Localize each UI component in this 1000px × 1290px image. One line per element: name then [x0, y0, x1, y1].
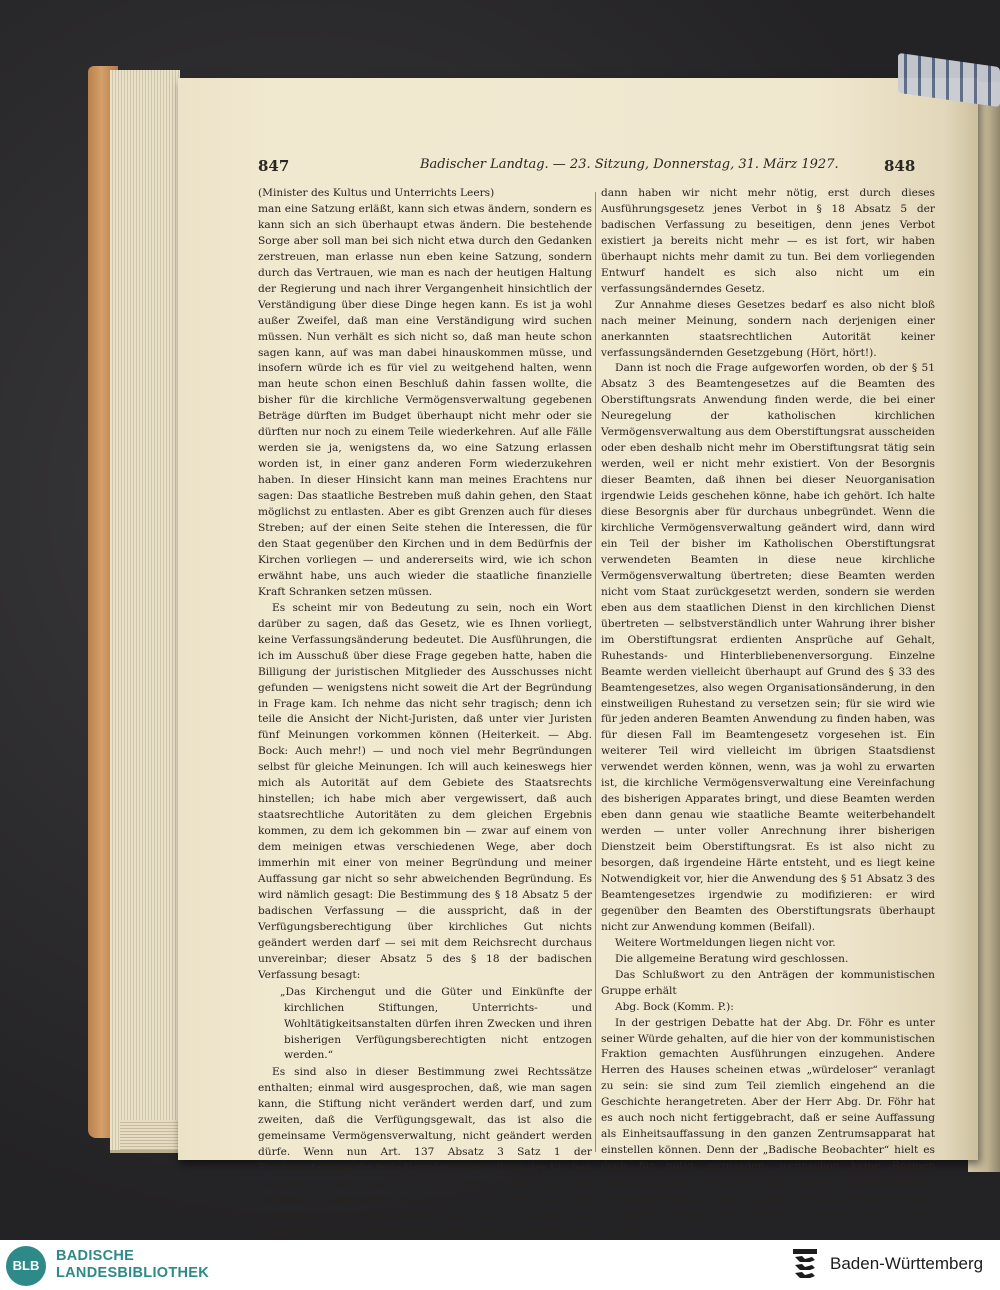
paragraph: (Minister des Kultus und Unterrichts Leers) [258, 187, 495, 199]
speaker-label: Abg. Bock (Komm. P.): [615, 1000, 734, 1013]
paragraph: In der gestrigen Debatte hat der Abg. Dr. Föhr es unter seiner Würde gehalten, auf die hier von der kommunistischen Fraktion gemachten Ausführungen einzugehen. Andere Herren des Hauses scheinen etwas „würdeloser“ veranlagt zu sein: sie sind zum Teil ziemlich eingehend an die Geschichte herangetreten. Aber der Herr Abg. Dr. Föhr hat es auch noch nicht fertiggebracht, daß er seine Auffassung als Einheitsauffassung in den ganzen Zentrumsapparat hat einstellen können. Denn der „Badische Beobachter“ hielt es doch für nötig, sozusagen, wennschon keine Rosinen herauszufuchsen, so doch einige Rosinen gewissermaßen hineinzubringen. Ich greife davon eine Stelle heraus — es ist die heutige Nummer des „Badischen Beobachters“ —, worin es heißt: [601, 1016, 935, 1236]
footer-bar [0, 1240, 1000, 1290]
paragraph: Weitere Wortmeldungen liegen nicht vor. [615, 936, 836, 949]
library-name-line1: BADISCHE [56, 1248, 135, 1264]
page-number-right: 848 [884, 157, 916, 175]
quotation: „Das Kirchengut und die Güter und Einkünfte der kirchlichen Stiftungen, Unterrichts- und Wohltätigkeitsanstalten dürfen ihren Zwecken und ihren bisherigen Verfügungsberechtigten nicht entzogen werden.“ [280, 985, 592, 1062]
state-name: Baden-Württemberg [830, 1254, 984, 1273]
column-divider [595, 192, 596, 1152]
blb-logo[interactable]: BLB [6, 1246, 46, 1286]
paragraph: man eine Satzung erläßt, kann sich etwas ändern, sondern es kann sich an sich überhaupt etwas ändern. Die bestehende Sorge aber soll man bei sich nicht etwa durch den Gedanken zerstreuen, man erlasse nun eben keine Satzung, sondern durch das Vertrauen, wie man es nach der heutigen Haltung der Regierung und nach ihrer Vergangenheit hinsichtlich der Verständigung über diese Dinge hegen kann. Es ist ja wohl außer Zweifel, daß man eine Verständigung wird suchen müssen. Nun verhält es sich nicht so, daß man heute schon sagen kann, auf was man dabei hinauskommen müsse, und insofern würde ich es für viel zu weitgehend halten, wenn man heute schon einen Beschluß dahin fassen wollte, die bisher für die kirchliche Vermögensverwaltung gegebenen Beträge dürften im Budget überhaupt nicht mehr oder sie dürften nur noch zu einem Teile wiederkehren. Auf alle Fälle werden sie ja, wenigstens da, wo eine Satzung erlassen worden ist, in einer ganz anderen Form wiederzukehren haben. In dieser Hinsicht kann man meines Erachtens nur sagen: Das staatliche Bestreben muß dahin gehen, den Staat möglichst zu entlasten. Aber es gibt Grenzen auch für dieses Streben; auf der einen Seite stehen die Interessen, die für den Staat gegenüber den Kirchen und in dem Bedürfnis der Kirchen vorliegen — und andererseits wird, wie ich schon erwähnt habe, uns auch wieder die staatliche finanzielle Kraft Schranken setzen müssen. [258, 202, 592, 598]
paragraph: Zur Annahme dieses Gesetzes bedarf es also nicht bloß nach meiner Meinung, sondern nach derjenigen einer anerkannten staatsrechtlichen Autorität keiner verfassungsändernden Gesetzgebung (Hört, hört!). [601, 298, 935, 359]
page-stack-edges [110, 70, 180, 1153]
paragraph: Dann ist noch die Frage aufgeworfen worden, ob der § 51 Absatz 3 des Beamtengesetzes auf die Beamten des Oberstiftungsrats Anwendung finden werde, die bei einer Neuregelung der katholischen kirchlichen Vermögensverwaltung aus dem Oberstiftungsrat ausscheiden oder eben deshalb nicht mehr im Oberstiftungsrat tätig sein werden, weil er nicht mehr existiert. Von der Besorgnis dieser Beamten, daß ihnen bei dieser Neuorganisation irgendwie Leids geschehen könne, habe ich gehört. Ich halte diese Besorgnis aber für durchaus unbegründet. Wenn die kirchliche Vermögensverwaltung geändert wird, dann wird ein Teil der bisher im Katholischen Oberstiftungsrat verwendeten Beamten in diese neue kirchliche Vermögensverwaltung übertreten; diese Beamten werden nicht vom Staat zurückgesetzt werden, sondern sie werden eben aus dem staatlichen Dienst in den kirchlichen Dienst übertreten — selbstverständlich unter Wahrung ihrer bisher im Oberstiftungsrat erdienten Ansprüche auf Gehalt, Ruhestands- und Hinterbliebenenversorgung. Einzelne Beamte werden vielleicht überhaupt auf Grund des § 33 des Beamtengesetzes, also wegen Organisationsänderung, in den einstweiligen Ruhestand zu versetzen sein; für sie wird wie für jeden anderen Beamten Anwendung zu finden haben, was für diesen Fall im Beamtengesetz vorgesehen ist. Ein weiterer Teil wird vielleicht im übrigen Staatsdienst verwendet werden können, wenn, was ja wohl zu erwarten ist, die kirchliche Vermögensverwaltung eine Vereinfachung des bisherigen Apparates bringt, und diese Beamten werden eben dann genau wie staatliche Beamte weiterbehandelt werden — unter voller Anrechnung ihrer bisherigen Dienstzeit beim Oberstiftungsrat. Es ist also nicht zu besorgen, daß irgendeine Härte entsteht, und es liegt keine Notwendigkeit vor, hier die Anwendung des § 51 Absatz 3 des Beamtengesetzes irgendwie zu modifizieren: er wird gegenüber den Beamten des Oberstiftungsrats überhaupt nicht zur Anwendung kommen (Beifall). [601, 362, 935, 933]
paragraph: Es scheint mir von Bedeutung zu sein, noch ein Wort darüber zu sagen, daß das Gesetz, wie es Ihnen vorliegt, keine Verfassungsänderung bedeutet. Die Ausführungen, die ich im Ausschuß über diese Frage gegeben hatte, haben die Billigung der juristischen Mitglieder des Ausschusses nicht gefunden — wenigstens nicht soweit die Art der Begründung in Frage kam. Ich nehme das nicht sehr tragisch; denn ich teile die Ansicht der Nicht-Juristen, daß unter vier Juristen fünf Meinungen vorkommen können (Heiterkeit. — Abg. Bock: Auch mehr!) — und noch viel mehr Begründungen selbst für gleiche Meinungen. Ich will auch keineswegs hier mich als Autorität auf dem Gebiete des Staatsrechts hinstellen; ich habe mich aber vergewissert, daß auch staatsrechtliche Autoritäten zu dem gleichen Ergebnis kommen, zu dem ich gekommen bin — zwar auf einem von dem meinigen etwas verschiedenen Wege, aber doch immerhin mit einer von meiner Begründung und meiner Auffassung gar nicht so sehr abweichenden Begründung. Es wird nämlich gesagt: Die Bestimmung des § 18 Absatz 5 der badischen Verfassung — die ausspricht, daß in der Verfügungsberechtigung über kirchliches Gut nichts geändert werden darf — sei mit dem Reichsrecht durchaus unvereinbar; dieser Absatz 5 des § 18 der badischen Verfassung besagt: [258, 601, 592, 981]
paragraph: Die allgemeine Beratung wird geschlossen. [615, 952, 849, 965]
library-name[interactable] [56, 1248, 209, 1282]
right-column [601, 186, 935, 1239]
paragraph: Es sind also in dieser Bestimmung zwei Rechtssätze enthalten; einmal wird ausgesprochen, daß, wie man sagen kann, die Stiftung nicht verändert werden darf, und zum zweiten, daß die Verfügungsgewalt, das ist also die gemeinsame Vermögensverwaltung, nicht geändert werden dürfe. Wenn nun Art. 137 Absatz 3 Satz 1 der Reichsverfassung die freie Vermögensverwaltung der Kirchen festsetzt, so ist dieses in § 18 Absatz 5 der badischen Verfassung ausgesprochene Verbot — das Verbot, an der gemeinsamen Vermögensverwaltung etwas zu ändern — aufgehoben: kraft Reichsrecht existiert dieses Verbot nicht [258, 1066, 592, 1238]
paragraph: Das Schlußwort zu den Anträgen der kommunistischen Gruppe erhält [601, 968, 935, 997]
state-crest-icon [790, 1247, 820, 1283]
page-number-left: 847 [258, 157, 290, 175]
running-head: Badischer Landtag. — 23. Sitzung, Donnerstag, 31. März 1927. [420, 157, 839, 172]
library-name-line2: LANDESBIBLIOTHEK [56, 1265, 210, 1281]
paragraph: dann haben wir nicht mehr nötig, erst durch dieses Ausführungsgesetz jenes Verbot in § 18 Absatz 5 der badischen Verfassung zu beseitigen, denn jenes Verbot existiert ja bereits nicht mehr — es ist fort, wir haben überhaupt nichts mehr damit zu tun. Bei dem vorliegenden Entwurf handelt es sich also nicht um ein verfassungsänderndes Gesetz. [601, 187, 935, 295]
left-column [258, 186, 592, 1289]
